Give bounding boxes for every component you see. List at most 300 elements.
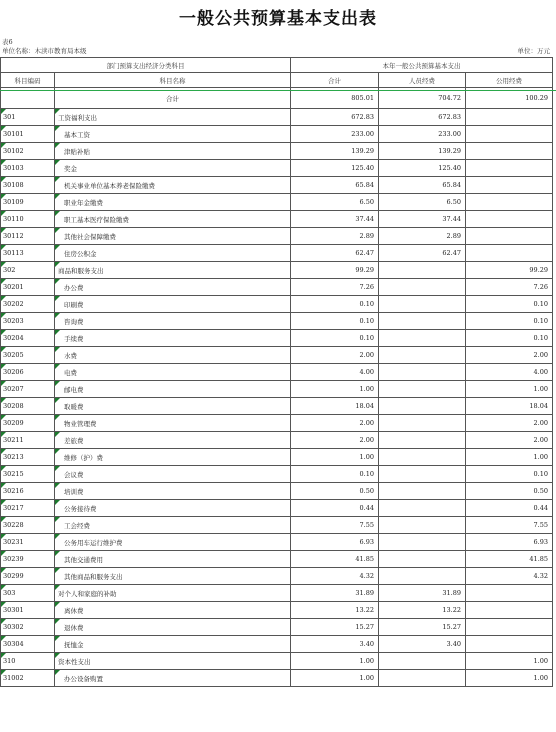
row-code-text: 30216 [3, 487, 24, 495]
row-personnel: 125.40 [379, 160, 466, 177]
unit-label: 单位：万元 [517, 47, 550, 55]
cell-marker-icon [55, 415, 60, 420]
row-code [1, 551, 55, 568]
group-header-right: 本年一般公共预算基本支出 [291, 58, 553, 73]
row-name-text: 职工基本医疗保险缴费 [64, 215, 129, 224]
cell-marker-icon [55, 602, 60, 607]
row-name-text: 其他社会保障缴费 [64, 232, 116, 241]
row-public [466, 160, 553, 177]
row-code [1, 619, 55, 636]
row-personnel: 3.40 [379, 636, 466, 653]
row-name [55, 245, 291, 262]
row-total: 13.22 [291, 602, 379, 619]
cell-marker-icon [1, 381, 6, 386]
row-name [55, 126, 291, 143]
row-personnel [379, 670, 466, 687]
table-number: 表6 [2, 38, 13, 46]
row-code [1, 364, 55, 381]
row-total: 1.00 [291, 653, 379, 670]
row-total: 1.00 [291, 381, 379, 398]
row-personnel [379, 568, 466, 585]
row-personnel [379, 347, 466, 364]
row-name [55, 262, 291, 279]
cell-marker-icon [55, 347, 60, 352]
table-row [1, 211, 553, 228]
cell-marker-icon [55, 500, 60, 505]
row-public: 7.26 [466, 279, 553, 296]
row-total: 6.50 [291, 194, 379, 211]
row-total: 65.84 [291, 177, 379, 194]
row-public: 2.00 [466, 432, 553, 449]
row-name [55, 381, 291, 398]
row-code-text: 30228 [3, 521, 24, 529]
cell-marker-icon [55, 194, 60, 199]
selection-line [0, 90, 556, 91]
row-total: 0.10 [291, 466, 379, 483]
row-code-text: 30304 [3, 640, 24, 648]
row-total: 7.55 [291, 517, 379, 534]
row-code [1, 313, 55, 330]
row-total: 4.32 [291, 568, 379, 585]
row-name-text: 工资福利支出 [58, 113, 97, 122]
row-total: 37.44 [291, 211, 379, 228]
row-code [1, 211, 55, 228]
table-row [1, 602, 553, 619]
cell-marker-icon [1, 160, 6, 165]
row-public: 18.04 [466, 398, 553, 415]
row-name-text: 办公费 [64, 283, 84, 292]
row-name-text: 离休费 [64, 606, 84, 615]
report-title: 一般公共预算基本支出表 [179, 9, 377, 29]
row-total: 2.89 [291, 228, 379, 245]
cell-marker-icon [1, 109, 6, 114]
row-code-text: 30299 [3, 572, 24, 580]
row-code [1, 160, 55, 177]
row-personnel [379, 449, 466, 466]
row-total: 139.29 [291, 143, 379, 160]
cell-marker-icon [55, 245, 60, 250]
table-row [1, 670, 553, 687]
row-name-text: 取暖费 [64, 402, 84, 411]
row-name [55, 160, 291, 177]
row-personnel [379, 330, 466, 347]
cell-marker-icon [55, 483, 60, 488]
row-code-text: 301 [3, 113, 16, 121]
row-code-text: 303 [3, 589, 16, 597]
row-public: 2.00 [466, 347, 553, 364]
row-public [466, 109, 553, 126]
cell-marker-icon [55, 177, 60, 182]
cell-marker-icon [1, 534, 6, 539]
table-row [1, 534, 553, 551]
row-public: 1.00 [466, 381, 553, 398]
row-total: 125.40 [291, 160, 379, 177]
row-public: 0.10 [466, 466, 553, 483]
row-public: 7.55 [466, 517, 553, 534]
row-personnel: 13.22 [379, 602, 466, 619]
row-total: 0.44 [291, 500, 379, 517]
row-public [466, 211, 553, 228]
row-personnel [379, 466, 466, 483]
header-personnel: 人员经费 [379, 73, 466, 88]
row-name [55, 143, 291, 160]
cell-marker-icon [1, 483, 6, 488]
row-total: 2.00 [291, 415, 379, 432]
row-code-text: 30110 [3, 215, 24, 223]
table-row [1, 330, 553, 347]
row-code-text: 30112 [3, 232, 24, 240]
row-personnel [379, 381, 466, 398]
row-code-text: 30101 [3, 130, 24, 138]
row-code [1, 602, 55, 619]
table-row [1, 177, 553, 194]
row-personnel [379, 279, 466, 296]
cell-marker-icon [1, 177, 6, 182]
row-code-text: 30239 [3, 555, 24, 563]
row-total: 672.83 [291, 109, 379, 126]
row-code-text: 30205 [3, 351, 24, 359]
row-name-text: 抚恤金 [64, 640, 84, 649]
row-name-text: 退休费 [64, 623, 84, 632]
cell-marker-icon [55, 330, 60, 335]
row-personnel [379, 296, 466, 313]
row-name [55, 194, 291, 211]
row-name-text: 水费 [64, 351, 77, 360]
row-code-text: 30206 [3, 368, 24, 376]
row-name [55, 517, 291, 534]
row-name-text: 职业年金缴费 [64, 198, 103, 207]
table-row [1, 279, 553, 296]
row-code-text: 30207 [3, 385, 24, 393]
column-header-row [1, 73, 553, 88]
table-row [1, 517, 553, 534]
cell-marker-icon [1, 517, 6, 522]
table-row [1, 228, 553, 245]
cell-marker-icon [55, 262, 60, 267]
row-name-text: 工会经费 [64, 521, 90, 530]
row-name [55, 619, 291, 636]
cell-marker-icon [55, 109, 60, 114]
row-public [466, 228, 553, 245]
table-row [1, 466, 553, 483]
table-row [1, 585, 553, 602]
row-code [1, 483, 55, 500]
cell-marker-icon [55, 228, 60, 233]
row-name-text: 津贴补贴 [64, 147, 90, 156]
row-total: 2.00 [291, 347, 379, 364]
row-code-text: 31002 [3, 674, 24, 682]
row-public: 4.00 [466, 364, 553, 381]
row-name-text: 咨询费 [64, 317, 84, 326]
row-public [466, 602, 553, 619]
group-header-left: 部门预算支出经济分类科目 [1, 58, 291, 73]
cell-marker-icon [55, 313, 60, 318]
row-code-text: 30102 [3, 147, 24, 155]
row-code [1, 296, 55, 313]
row-name [55, 551, 291, 568]
row-name-text: 对个人和家庭的补助 [58, 589, 117, 598]
row-public [466, 585, 553, 602]
table-row [1, 143, 553, 160]
row-personnel: 62.47 [379, 245, 466, 262]
cell-marker-icon [1, 211, 6, 216]
cell-marker-icon [1, 347, 6, 352]
cell-marker-icon [1, 228, 6, 233]
row-name [55, 500, 291, 517]
table-row [1, 551, 553, 568]
cell-marker-icon [1, 279, 6, 284]
cell-marker-icon [1, 194, 6, 199]
row-public [466, 143, 553, 160]
row-name [55, 449, 291, 466]
row-name-text: 电费 [64, 368, 77, 377]
cell-marker-icon [1, 330, 6, 335]
row-code [1, 432, 55, 449]
table-row [1, 313, 553, 330]
row-public: 0.44 [466, 500, 553, 517]
row-name-text: 公务用车运行维护费 [64, 538, 123, 547]
row-personnel: 65.84 [379, 177, 466, 194]
cell-marker-icon [1, 296, 6, 301]
row-code-text: 30201 [3, 283, 24, 291]
cell-marker-icon [55, 296, 60, 301]
row-code [1, 126, 55, 143]
row-name [55, 483, 291, 500]
cell-marker-icon [55, 398, 60, 403]
row-code [1, 109, 55, 126]
row-code [1, 568, 55, 585]
row-name [55, 330, 291, 347]
row-personnel [379, 551, 466, 568]
cell-marker-icon [1, 551, 6, 556]
row-name [55, 534, 291, 551]
summary-label: 合计 [55, 88, 291, 109]
row-total: 0.10 [291, 296, 379, 313]
cell-marker-icon [1, 143, 6, 148]
table-row [1, 296, 553, 313]
cell-marker-icon [1, 636, 6, 641]
cell-marker-icon [55, 466, 60, 471]
row-public: 4.32 [466, 568, 553, 585]
row-name [55, 466, 291, 483]
row-name [55, 177, 291, 194]
row-code [1, 466, 55, 483]
row-code-text: 30231 [3, 538, 24, 546]
row-public: 6.93 [466, 534, 553, 551]
row-code [1, 330, 55, 347]
row-personnel [379, 432, 466, 449]
row-code-text: 30217 [3, 504, 24, 512]
row-total: 0.50 [291, 483, 379, 500]
row-name-text: 公务接待费 [64, 504, 97, 513]
row-name-text: 差旅费 [64, 436, 84, 445]
row-name [55, 313, 291, 330]
cell-marker-icon [55, 126, 60, 131]
row-personnel [379, 653, 466, 670]
row-code [1, 636, 55, 653]
row-code [1, 228, 55, 245]
cell-marker-icon [55, 160, 60, 165]
row-personnel [379, 364, 466, 381]
row-personnel: 37.44 [379, 211, 466, 228]
row-name [55, 109, 291, 126]
cell-marker-icon [55, 211, 60, 216]
cell-marker-icon [55, 568, 60, 573]
cell-marker-icon [1, 670, 6, 675]
table-row [1, 160, 553, 177]
row-personnel: 15.27 [379, 619, 466, 636]
cell-marker-icon [1, 653, 6, 658]
cell-marker-icon [55, 534, 60, 539]
row-name-text: 商品和服务支出 [58, 266, 104, 275]
row-name [55, 211, 291, 228]
summary-total: 805.01 [291, 88, 379, 109]
row-code-text: 30211 [3, 436, 24, 444]
row-code-text: 30215 [3, 470, 24, 478]
row-name [55, 568, 291, 585]
cell-marker-icon [1, 602, 6, 607]
row-public: 2.00 [466, 415, 553, 432]
table-row [1, 653, 553, 670]
row-public: 1.00 [466, 653, 553, 670]
table-row [1, 483, 553, 500]
row-name-text: 其他交通费用 [64, 555, 103, 564]
unit-name: 单位名称：木渎市教育局本级 [2, 47, 87, 55]
summary-public: 100.29 [466, 88, 553, 109]
row-personnel [379, 500, 466, 517]
row-code [1, 653, 55, 670]
row-total: 0.10 [291, 313, 379, 330]
row-personnel: 2.89 [379, 228, 466, 245]
row-code-text: 30302 [3, 623, 24, 631]
row-name-text: 培训费 [64, 487, 84, 496]
row-code-text: 30109 [3, 198, 24, 206]
row-public [466, 245, 553, 262]
row-total: 2.00 [291, 432, 379, 449]
cell-marker-icon [55, 143, 60, 148]
table-row [1, 432, 553, 449]
row-personnel: 6.50 [379, 194, 466, 211]
row-name [55, 585, 291, 602]
group-header-row [1, 58, 553, 73]
cell-marker-icon [55, 364, 60, 369]
row-name-text: 基本工资 [64, 130, 90, 139]
row-code-text: 30203 [3, 317, 24, 325]
row-name-text: 奖金 [64, 164, 77, 173]
table-row [1, 126, 553, 143]
cell-marker-icon [55, 619, 60, 624]
row-code [1, 398, 55, 415]
cell-marker-icon [55, 432, 60, 437]
row-name-text: 其他商品和服务支出 [64, 572, 123, 581]
row-public: 0.10 [466, 313, 553, 330]
row-public [466, 619, 553, 636]
table-row [1, 500, 553, 517]
row-name [55, 415, 291, 432]
row-public: 0.50 [466, 483, 553, 500]
row-personnel: 672.83 [379, 109, 466, 126]
table-row [1, 619, 553, 636]
row-name [55, 432, 291, 449]
row-name-text: 印刷费 [64, 300, 84, 309]
row-personnel [379, 517, 466, 534]
row-name [55, 347, 291, 364]
row-total: 7.26 [291, 279, 379, 296]
row-total: 41.85 [291, 551, 379, 568]
cell-marker-icon [55, 381, 60, 386]
table-row [1, 449, 553, 466]
row-total: 4.00 [291, 364, 379, 381]
row-code [1, 381, 55, 398]
row-personnel [379, 262, 466, 279]
row-name [55, 296, 291, 313]
cell-marker-icon [1, 245, 6, 250]
header-name: 科目名称 [55, 73, 291, 88]
cell-marker-icon [1, 415, 6, 420]
table-row [1, 262, 553, 279]
row-public [466, 126, 553, 143]
header-code: 科目编码 [1, 73, 55, 88]
budget-table [0, 57, 553, 687]
row-code [1, 177, 55, 194]
row-public: 1.00 [466, 670, 553, 687]
row-public: 0.10 [466, 330, 553, 347]
row-personnel [379, 534, 466, 551]
row-personnel [379, 415, 466, 432]
table-row [1, 398, 553, 415]
row-code [1, 143, 55, 160]
row-name-text: 办公设备购置 [64, 674, 103, 683]
cell-marker-icon [1, 126, 6, 131]
row-total: 99.29 [291, 262, 379, 279]
row-public [466, 636, 553, 653]
row-name-text: 手续费 [64, 334, 84, 343]
cell-marker-icon [1, 500, 6, 505]
row-name-text: 资本性支出 [58, 657, 91, 666]
row-name [55, 364, 291, 381]
cell-marker-icon [55, 551, 60, 556]
row-public: 0.10 [466, 296, 553, 313]
row-code [1, 534, 55, 551]
row-total: 15.27 [291, 619, 379, 636]
table-row [1, 364, 553, 381]
row-code-text: 30202 [3, 300, 24, 308]
row-code-text: 30208 [3, 402, 24, 410]
cell-marker-icon [1, 449, 6, 454]
row-total: 1.00 [291, 670, 379, 687]
row-public: 41.85 [466, 551, 553, 568]
cell-marker-icon [1, 262, 6, 267]
row-personnel: 31.89 [379, 585, 466, 602]
row-code [1, 670, 55, 687]
cell-marker-icon [1, 398, 6, 403]
header-public: 公用经费 [466, 73, 553, 88]
cell-marker-icon [1, 585, 6, 590]
cell-marker-icon [55, 517, 60, 522]
row-name-text: 物业管理费 [64, 419, 97, 428]
cell-marker-icon [1, 432, 6, 437]
row-code-text: 30204 [3, 334, 24, 342]
cell-marker-icon [1, 313, 6, 318]
row-name-text: 维修（护）费 [64, 453, 103, 462]
row-code [1, 585, 55, 602]
row-name-text: 邮电费 [64, 385, 84, 394]
row-personnel [379, 313, 466, 330]
cell-marker-icon [1, 568, 6, 573]
row-code [1, 449, 55, 466]
row-code-text: 30301 [3, 606, 24, 614]
row-total: 31.89 [291, 585, 379, 602]
